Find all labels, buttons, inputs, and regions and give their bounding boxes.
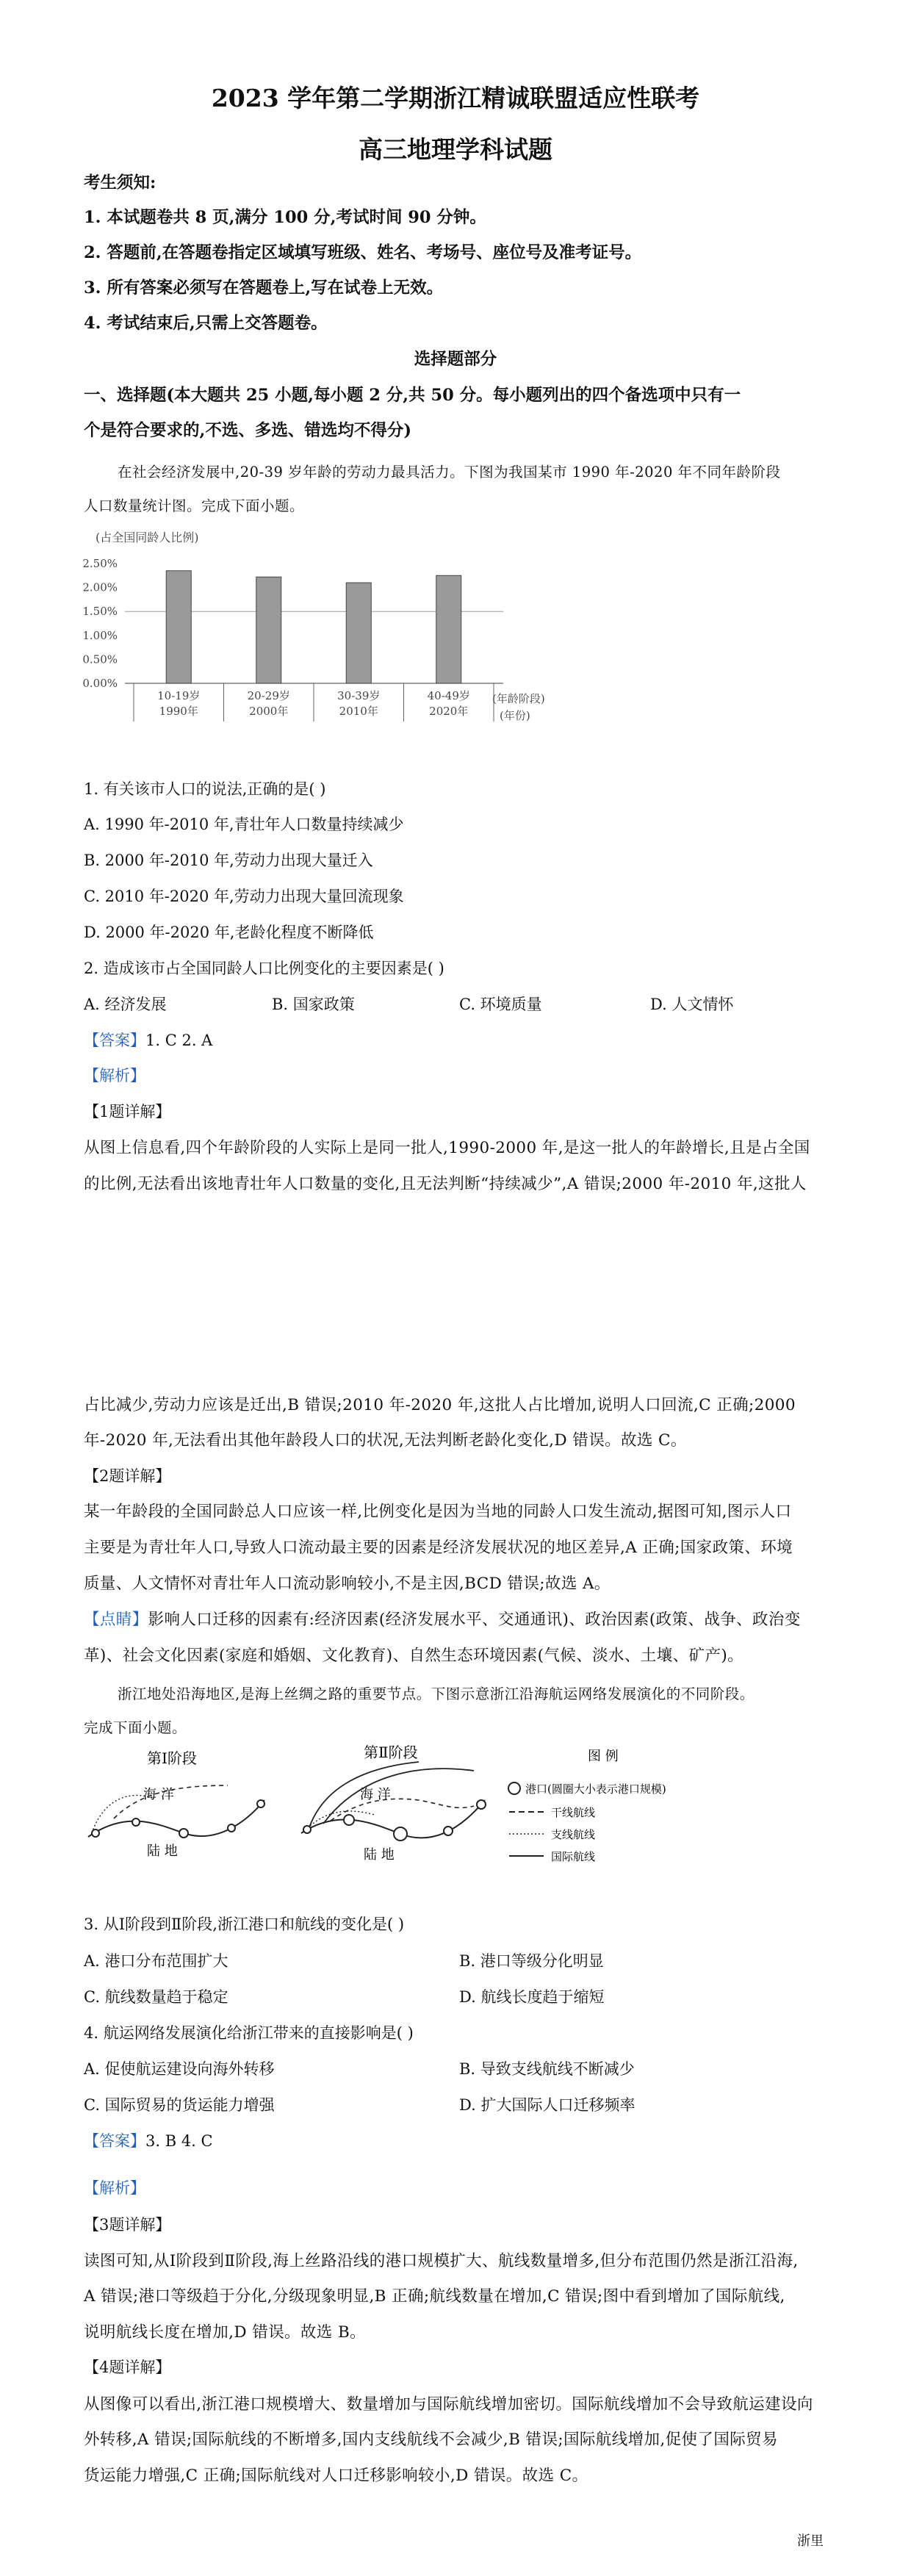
legend-trunk: 干线航线 bbox=[551, 1806, 596, 1819]
port-icon bbox=[477, 1800, 486, 1809]
chart-y-tick-label: 0.00% bbox=[82, 677, 118, 690]
detail-1-line: 的比例,无法看出该地青壮年人口数量的变化,且无法判断“持续减少”,A 错误;2000 年-2010 年,这批人 bbox=[84, 1175, 807, 1193]
stage-1-label: 第Ⅰ阶段 bbox=[147, 1749, 197, 1767]
chart-x-tick-year: 2020年 bbox=[429, 705, 469, 718]
notice-heading: 考生须知: bbox=[84, 173, 156, 193]
detail-4-line: 从图像可以看出,浙江港口规模增大、数量增加与国际航线增加密切。国际航线增加不会导致航运建设向 bbox=[84, 2395, 813, 2414]
detail-3-line: 说明航线长度在增加,D 错误。故选 B。 bbox=[84, 2323, 367, 2342]
port-icon bbox=[228, 1824, 235, 1832]
legend-title: 图 例 bbox=[588, 1749, 619, 1764]
notice-item: 1. 本试题卷共 8 页,满分 100 分,考试时间 90 分钟。 bbox=[84, 208, 486, 227]
port-icon bbox=[92, 1830, 99, 1837]
part-instructions-cont: 个是符合要求的,不选、多选、错选均不得分) bbox=[84, 421, 411, 440]
detail-1-heading: 【1题详解】 bbox=[84, 1103, 171, 1120]
question-1-stem: 1. 有关该市人口的说法,正确的是( ) bbox=[84, 780, 326, 798]
tip-line-cont: 革)、社会文化因素(家庭和婚姻、文化教育)、自然生态环境因素(气候、淡水、土壤、矿产)。 bbox=[84, 1647, 744, 1665]
question-2-option-d: D. 人文情怀 bbox=[650, 996, 734, 1013]
question-3-option-a: A. 港口分布范围扩大 bbox=[84, 1952, 228, 1970]
chart-y-tick-label: 0.50% bbox=[82, 652, 118, 666]
port-icon bbox=[344, 1815, 354, 1825]
question-1-option-d: D. 2000 年-2020 年,老龄化程度不断降低 bbox=[84, 924, 374, 941]
ocean-label: 海 洋 bbox=[360, 1787, 391, 1802]
legend-port: 港口(圆圈大小表示港口规模) bbox=[525, 1782, 666, 1796]
group1-intro: 在社会经济发展中,20-39 岁年龄的劳动力最具活力。下图为我国某市 1990 年-2020 年不同年龄阶段 bbox=[118, 464, 781, 481]
stage-2-label: 第Ⅱ阶段 bbox=[364, 1744, 418, 1761]
chart-bar bbox=[436, 575, 461, 683]
notice-item: 3. 所有答案必须写在答题卷上,写在试卷上无效。 bbox=[84, 278, 444, 298]
legend-branch: 支线航线 bbox=[551, 1828, 596, 1841]
footer-mark: 浙里 bbox=[797, 2533, 824, 2549]
question-2-option-b: B. 国家政策 bbox=[272, 996, 355, 1013]
question-1-option-b: B. 2000 年-2010 年,劳动力出现大量迁入 bbox=[84, 852, 373, 869]
group2-intro-cont: 完成下面小题。 bbox=[84, 1719, 187, 1736]
chart-y-axis-title: (占全国同龄人比例) bbox=[96, 530, 199, 544]
land-label: 陆 地 bbox=[147, 1843, 178, 1859]
answer-text: 3. B 4. C bbox=[145, 2132, 213, 2150]
detail-1-line: 占比减少,劳动力应该是迁出,B 错误;2010 年-2020 年,这批人占比增加,说明人口回流,C 正确;2000 bbox=[84, 1396, 796, 1414]
question-3-option-c: C. 航线数量趋于稳定 bbox=[84, 1988, 228, 2006]
exam-title: 2023 学年第二学期浙江精诚联盟适应性联考 bbox=[211, 84, 700, 112]
notice-item: 2. 答题前,在答题卷指定区域填写班级、姓名、考场号、座位号及准考证号。 bbox=[84, 243, 642, 262]
group2-intro: 浙江地处沿海地区,是海上丝绸之路的重要节点。下图示意浙江沿海航运网络发展演化的不同阶段。 bbox=[118, 1685, 755, 1702]
part-instructions: 一、选择题(本大题共 25 小题,每小题 2 分,共 50 分。每小题列出的四个备选项中只有一 bbox=[84, 386, 741, 405]
analysis-tag: 【解析】 bbox=[84, 2179, 145, 2197]
tip-line: 【点睛】影响人口迁移的因素有:经济因素(经济发展水平、交通通讯)、政治因素(政策、战争、政治变 bbox=[84, 1611, 801, 1629]
question-1-option-a: A. 1990 年-2010 年,青壮年人口数量持续减少 bbox=[84, 816, 404, 833]
shipping-network-map bbox=[73, 1741, 735, 1888]
chart-bar bbox=[256, 577, 281, 683]
chart-x-tick-label: 10-19岁 bbox=[157, 689, 201, 702]
detail-2-line: 主要是为青壮年人口,导致人口流动最主要的因素是经济发展状况的地区差异,A 正确;国家政策、环境 bbox=[84, 1539, 793, 1557]
notice-item: 4. 考试结束后,只需上交答题卷。 bbox=[84, 314, 328, 333]
answer-block-2 bbox=[84, 2129, 213, 2151]
chart-x-tick-year: 1990年 bbox=[159, 705, 198, 718]
detail-1-line: 年-2020 年,无法看出其他年龄段人口的状况,无法判断老龄化变化,D 错误。故选 C。 bbox=[84, 1431, 687, 1450]
question-4-option-b: B. 导致支线航线不断减少 bbox=[459, 2060, 635, 2078]
question-3-stem: 3. 从Ⅰ阶段到Ⅱ阶段,浙江港口和航线的变化是( ) bbox=[84, 1915, 405, 1933]
exam-subtitle: 高三地理学科试题 bbox=[359, 135, 552, 164]
question-4-option-a: A. 促使航运建设向海外转移 bbox=[84, 2060, 275, 2078]
detail-4-line: 货运能力增强,C 正确;国际航线对人口迁移影响较小,D 错误。故选 C。 bbox=[84, 2467, 588, 2485]
chart-x-tick-year: 2010年 bbox=[339, 705, 378, 718]
section-heading: 选择题部分 bbox=[414, 350, 497, 369]
question-3-option-d: D. 航线长度趋于缩短 bbox=[459, 1988, 605, 2006]
chart-y-tick-label: 1.50% bbox=[82, 605, 118, 619]
port-icon bbox=[257, 1800, 264, 1807]
detail-3-line: 读图可知,从Ⅰ阶段到Ⅱ阶段,海上丝路沿线的港口规模扩大、航线数量增多,但分布范围仍然是浙江沿海, bbox=[84, 2252, 799, 2270]
ocean-label: 海 洋 bbox=[143, 1787, 174, 1802]
port-icon bbox=[303, 1826, 311, 1833]
chart-y-tick-label: 2.00% bbox=[82, 580, 118, 594]
land-label: 陆 地 bbox=[364, 1847, 395, 1863]
detail-4-line: 外转移,A 错误;国际航线的不断增多,国内支线航线不会减少,B 错误;国际航线增加,促使了国际贸易 bbox=[84, 2431, 778, 2449]
chart-bar bbox=[346, 583, 371, 683]
port-icon bbox=[179, 1829, 188, 1838]
question-4-stem: 4. 航运网络发展演化给浙江带来的直接影响是( ) bbox=[84, 2024, 414, 2042]
detail-3-heading: 【3题详解】 bbox=[84, 2216, 171, 2234]
answer-tag: 【答案】 bbox=[84, 2132, 145, 2150]
analysis-tag: 【解析】 bbox=[84, 1067, 145, 1084]
question-2-option-a: A. 经济发展 bbox=[84, 996, 167, 1013]
chart-x-tick-label: 40-49岁 bbox=[427, 689, 470, 702]
answer-block-1 bbox=[84, 1029, 212, 1051]
detail-3-line: A 错误;港口等级趋于分化,分级现象明显,B 正确;航线数量在增加,C 错误;图中看到增加了国际航线, bbox=[84, 2287, 785, 2306]
chart-x-axis-subtitle: (年份) bbox=[500, 709, 530, 722]
detail-4-heading: 【4题详解】 bbox=[84, 2359, 171, 2376]
port-icon bbox=[132, 1818, 140, 1826]
question-4-option-d: D. 扩大国际人口迁移频率 bbox=[459, 2096, 635, 2114]
answer-text: 1. C 2. A bbox=[145, 1032, 213, 1049]
chart-x-axis-title: (年龄阶段) bbox=[492, 692, 545, 705]
detail-2-heading: 【2题详解】 bbox=[84, 1467, 171, 1485]
question-2-option-c: C. 环境质量 bbox=[459, 996, 542, 1013]
detail-2-line: 某一年龄段的全国同龄总人口应该一样,比例变化是因为当地的同龄人口发生流动,据图可知,图示人口 bbox=[84, 1503, 792, 1521]
legend-port-icon bbox=[508, 1782, 520, 1794]
port-icon bbox=[444, 1827, 453, 1835]
question-3-option-b: B. 港口等级分化明显 bbox=[459, 1952, 604, 1970]
coastline-stage-2 bbox=[301, 1800, 485, 1838]
answer-tag: 【答案】 bbox=[84, 1032, 145, 1049]
port-icon bbox=[394, 1827, 407, 1841]
chart-x-tick-year: 2000年 bbox=[249, 705, 289, 718]
detail-2-line: 质量、人文情怀对青壮年人口流动影响较小,不是主因,BCD 错误;故选 A。 bbox=[84, 1575, 611, 1593]
tip-tag: 【点睛】 bbox=[84, 1611, 148, 1629]
question-2-stem: 2. 造成该市占全国同龄人口比例变化的主要因素是( ) bbox=[84, 960, 444, 977]
population-bar-chart bbox=[73, 525, 545, 746]
chart-y-tick-label: 2.50% bbox=[82, 557, 118, 570]
chart-y-tick-label: 1.00% bbox=[82, 628, 118, 642]
chart-bar bbox=[166, 571, 191, 683]
legend-intl: 国际航线 bbox=[551, 1850, 596, 1863]
question-1-option-c: C. 2010 年-2020 年,劳动力出现大量回流现象 bbox=[84, 888, 404, 905]
question-4-option-c: C. 国际贸易的货运能力增强 bbox=[84, 2096, 275, 2114]
detail-1-line: 从图上信息看,四个年龄阶段的人实际上是同一批人,1990-2000 年,是这一批人的年龄增长,且是占全国 bbox=[84, 1139, 810, 1157]
chart-x-tick-label: 20-29岁 bbox=[247, 689, 290, 702]
chart-x-tick-label: 30-39岁 bbox=[337, 689, 381, 702]
group1-intro-cont: 人口数量统计图。完成下面小题。 bbox=[84, 497, 305, 514]
